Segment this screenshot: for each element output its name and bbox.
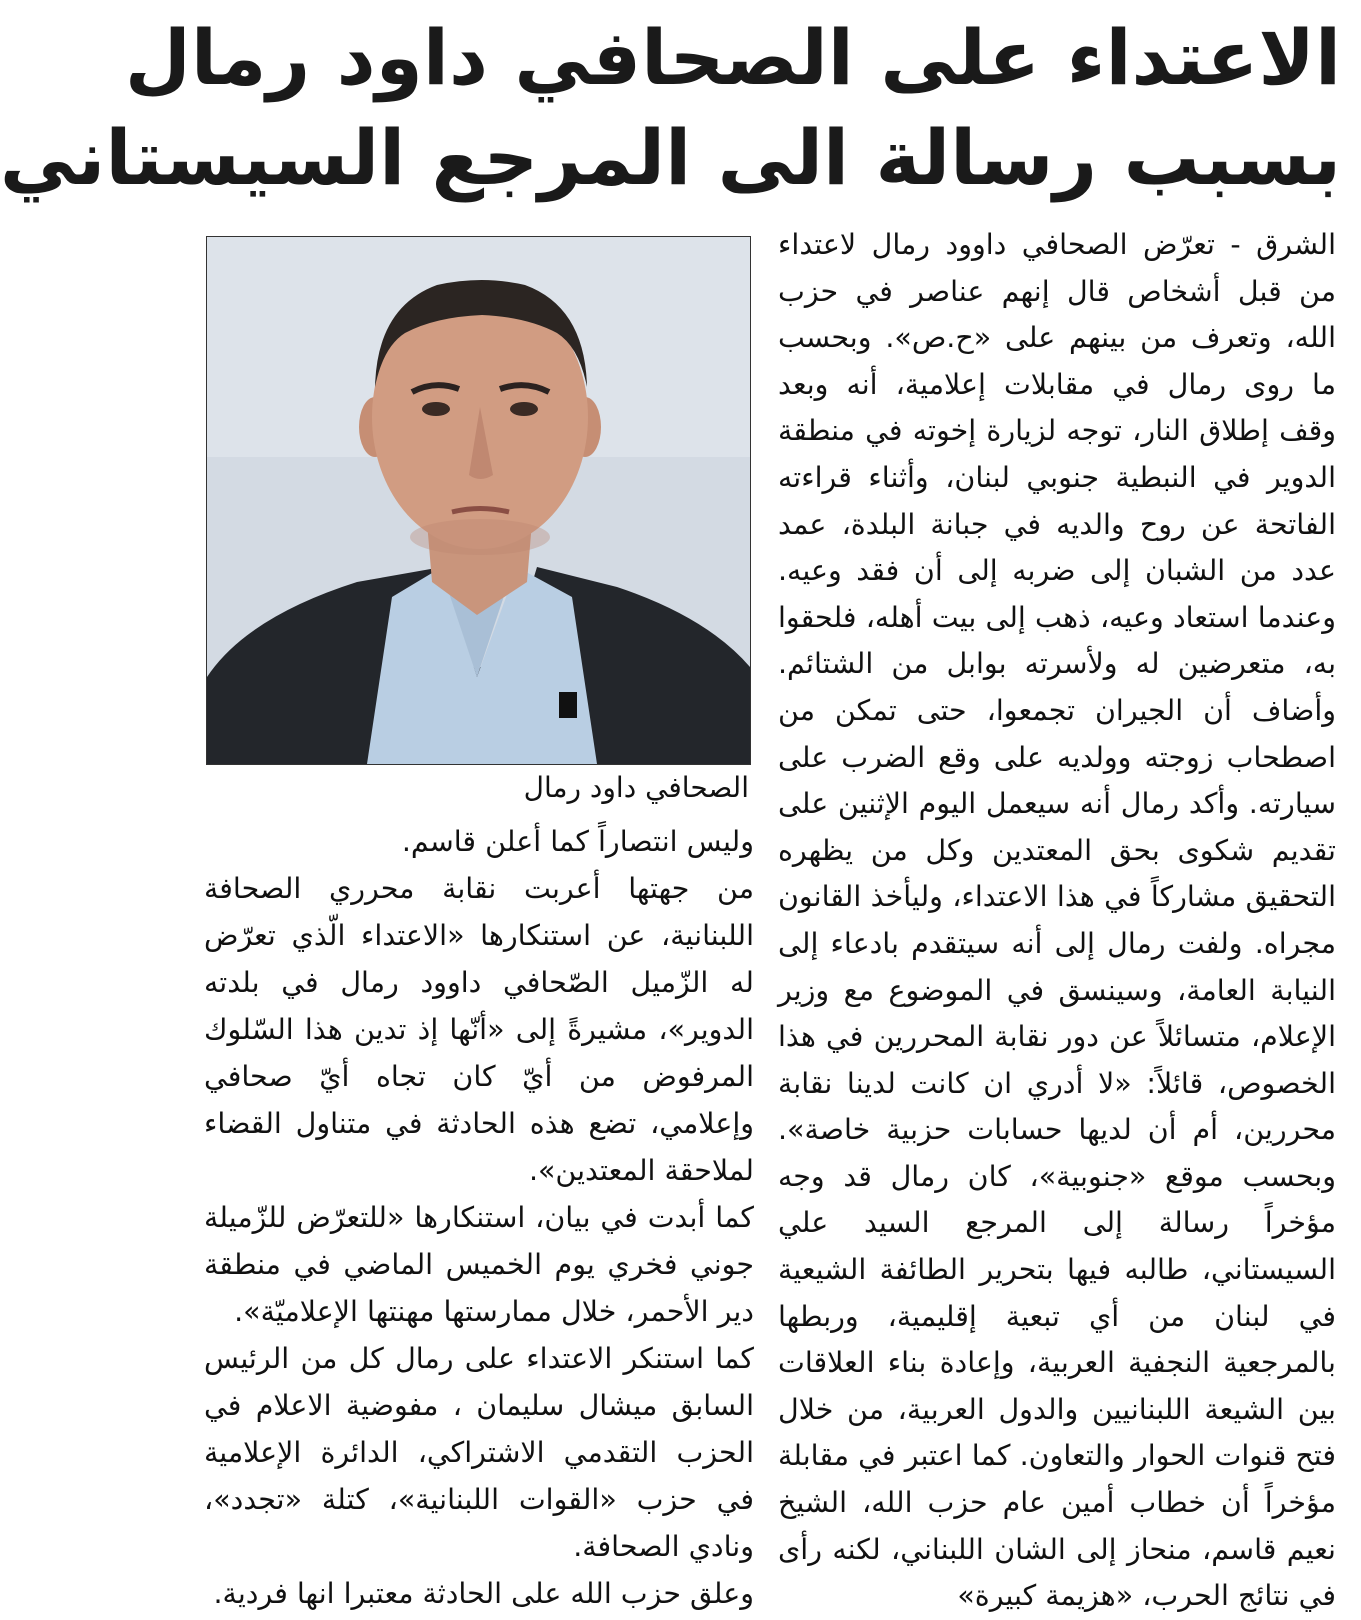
article-paragraph: وعلق حزب الله على الحادثة معتبرا انها فردية. [213, 1577, 754, 1610]
journalist-photo [206, 236, 751, 765]
article-paragraph: كما أبدت في بيان، استنكارها «للتعرّض للزّميلة جوني فخري يوم الخميس الماضي في منطقة دير الأحمر، خلال ممارستها مهنتها الإعلاميّة». [204, 1201, 754, 1328]
portrait-photo-icon [207, 237, 750, 764]
headline-line-2: بسبب رسالة الى المرجع السيستاني [0, 113, 1341, 202]
headline-line-1: الاعتداء على الصحافي داود رمال [124, 13, 1341, 102]
article-right-column [778, 222, 1336, 1613]
article-paragraph: كما استنكر الاعتداء على رمال كل من الرئيس السابق ميشال سليمان ، مفوضية الاعلام في الحزب التقدمي الاشتراكي، الدائرة الإعلامية في حزب «القوات اللبنانية»، كتلة «تجدد»، ونادي الصحافة. [204, 1342, 754, 1563]
article-paragraph: من جهتها أعربت نقابة محرري الصحافة اللبنانية، عن استنكارها «الاعتداء الّذي تعرّض له الزّميل الصّحافي داوود رمال في بلدته الدوير»، مشيرةً إلى «أنّها إذ تدين هذا السّلوك المرفوض من أيّ كان تجاه أيّ صحافي وإعلامي، تضع هذه الحادثة في متناول القضاء لملاحقة المعتدين». [204, 872, 754, 1187]
photo-caption: الصحافي داود رمال [523, 771, 749, 804]
headline [0, 8, 1341, 208]
article-body-right: الشرق - تعرّض الصحافي داوود رمال لاعتداء من قبل أشخاص قال إنهم عناصر في حزب الله، وتعرف من بينهم على «ح.ص». وبحسب ما روى رمال في مقابلات إعلامية، أنه وبعد وقف إطلاق النار، توجه لزيارة إخوته في منطقة الدوير في النبطية جنوبي لبنان، وأثناء قراءته الفاتحة عن روح والديه في جبانة البلدة، عمد عدد من الشبان إلى ضربه إلى أن فقد وعيه. وعندما استعاد وعيه، ذهب إلى بيت أهله، فلحقوا به، متعرضين له ولأسرته بوابل من الشتائم. وأضاف أن الجيران تجمعوا، حتى تمكن من اصطحاب زوجته وولديه على وقع الضرب على سيارته. وأكد رمال أنه سيعمل اليوم الإثنين على تقديم شكوى بحق المعتدين وكل من يظهره التحقيق مشاركاً في هذا الاعتداء، وليأخذ القانون مجراه. ولفت رمال إلى أنه سيتقدم بادعاء إلى النيابة العامة، وسينسق في الموضوع مع وزير الإعلام، متسائلاً عن دور نقابة المحررين في هذا الخصوص، قائلاً: «لا أدري ان كانت لدينا نقابة محررين، أم أن لديها حسابات حزبية خاصة». وبحسب موقع «جنوبية»، كان رمال قد وجه مؤخراً رسالة إلى المرجع السيد علي السيستاني، طالبه فيها بتحرير الطائفة الشيعية في لبنان من أي تبعية إقليمية، وربطها بالمرجعية النجفية العربية، وإعادة بناء العلاقات بين الشيعة اللبنانيين والدول العربية، من خلال فتح قنوات الحوار والتعاون. كما اعتبر في مقابلة مؤخراً أن خطاب أمين عام حزب الله، الشيخ نعيم قاسم، منحاز إلى الشان اللبناني، لكنه رأى في نتائج الحرب، «هزيمة كبيرة» [778, 228, 1336, 1613]
article-left-column [204, 818, 754, 1610]
article-paragraph: وليس انتصاراً كما أعلن قاسم. [401, 825, 754, 858]
